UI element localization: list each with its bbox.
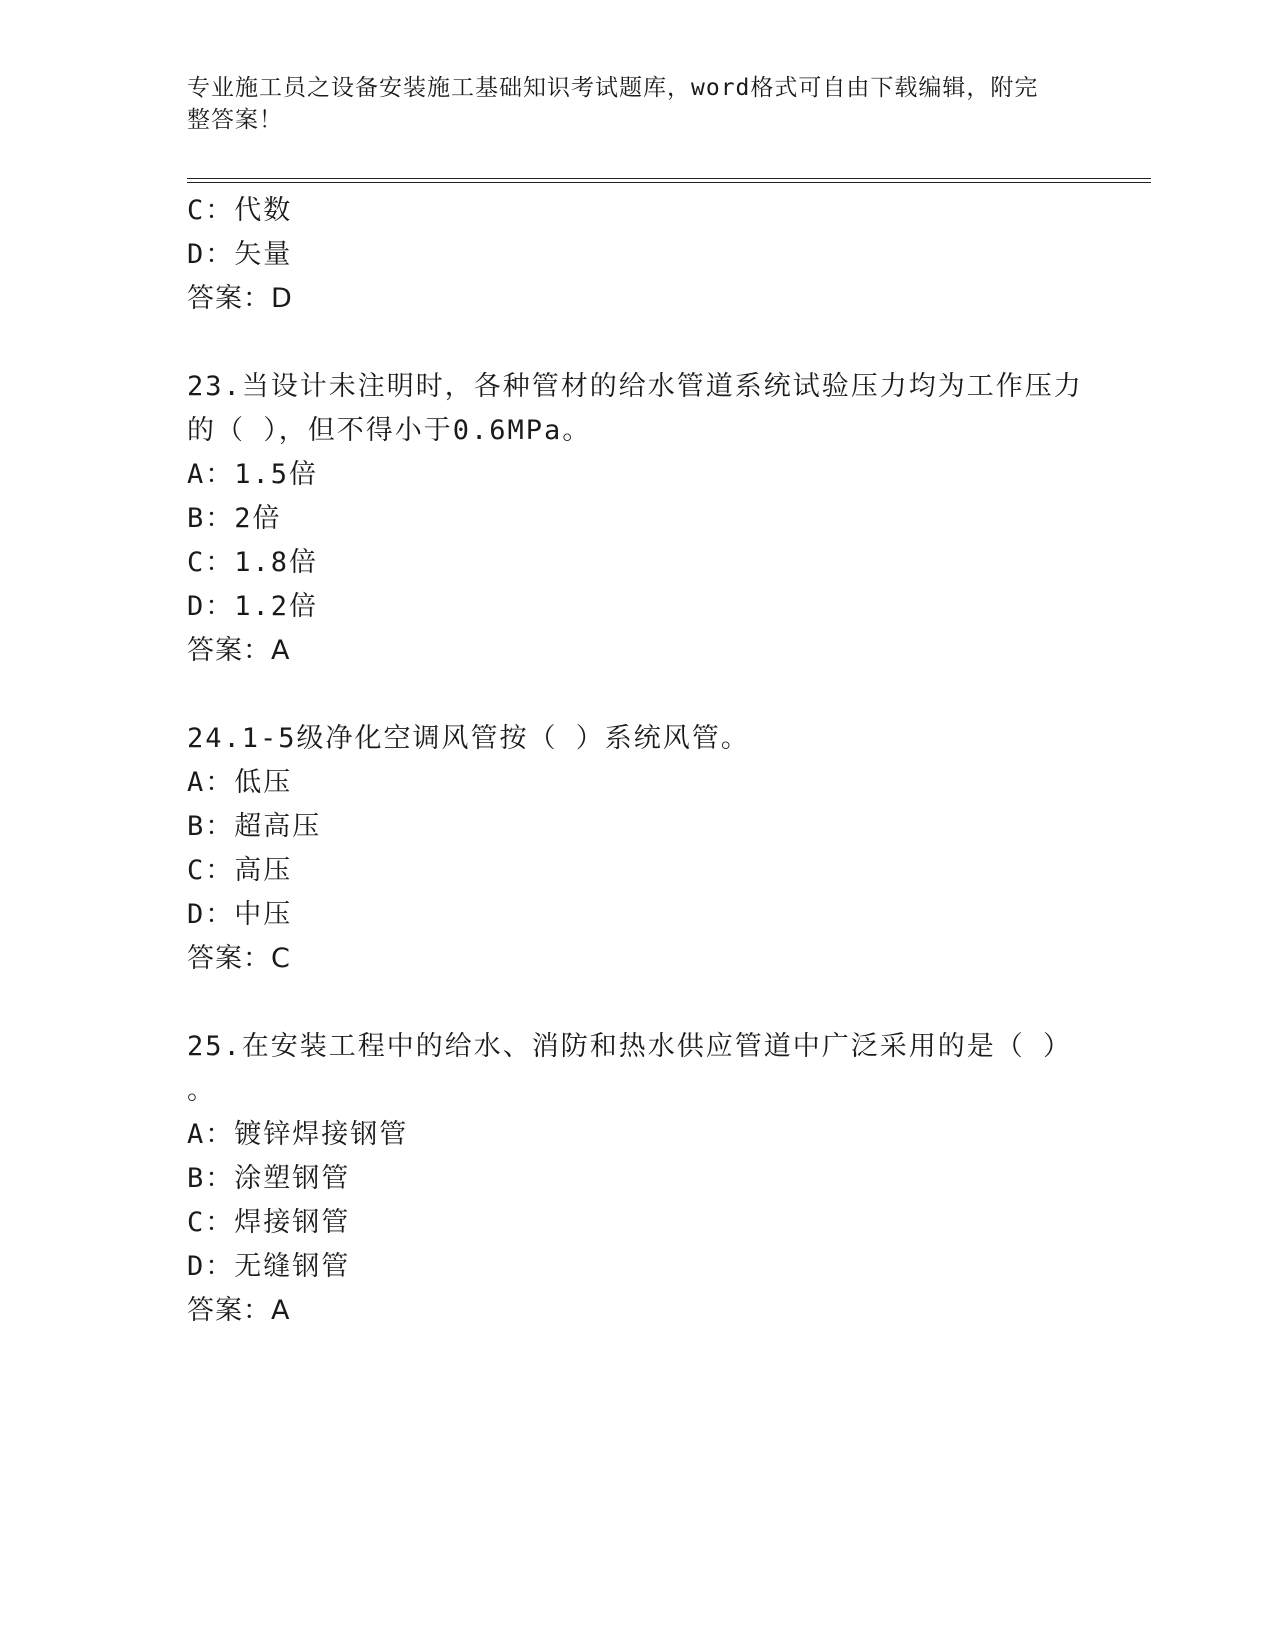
q23-option-c: C：1.8倍 (187, 547, 319, 578)
q24-option-c: C：高压 (187, 855, 293, 886)
q25-answer: 答案：A (187, 1295, 291, 1326)
q25-option-c: C：焊接钢管 (187, 1207, 351, 1238)
q23-option-b: B：2倍 (187, 503, 282, 534)
q25-option-d: D：无缝钢管 (187, 1251, 351, 1282)
q25-option-b: B：涂塑钢管 (187, 1163, 351, 1194)
q24-option-a: A：低压 (187, 767, 293, 798)
q24-option-b: B：超高压 (187, 811, 322, 842)
q25-option-a: A：镀锌焊接钢管 (187, 1119, 409, 1150)
header-divider-top (187, 178, 1151, 179)
q23-stem-line-1: 23.当设计未注明时，各种管材的给水管道系统试验压力均为工作压力 (187, 371, 1083, 402)
header-line-1: 专业施工员之设备安装施工基础知识考试题库，word格式可自由下载编辑，附完 (187, 75, 1039, 101)
q22-option-d: D：矢量 (187, 239, 293, 270)
header-divider-bottom (187, 182, 1151, 183)
q24-option-d: D：中压 (187, 899, 293, 930)
document-header (187, 72, 1067, 136)
q23-stem-line-2: 的（ ），但不得小于0.6MPa。 (187, 415, 592, 446)
q23-option-d: D：1.2倍 (187, 591, 319, 622)
q22-option-c: C：代数 (187, 195, 293, 226)
q24-answer: 答案：C (187, 943, 291, 974)
q25-stem-line-1: 25.在安装工程中的给水、消防和热水供应管道中广泛采用的是（ ） (187, 1031, 1073, 1062)
q22-answer: 答案：D (187, 283, 293, 314)
q25-stem-line-2: 。 (187, 1075, 216, 1106)
q23-answer: 答案：A (187, 635, 291, 666)
header-line-2: 整答案！ (187, 107, 283, 133)
q24-stem-line-1: 24.1-5级净化空调风管按（ ）系统风管。 (187, 723, 750, 754)
q23-option-a: A：1.5倍 (187, 459, 319, 490)
